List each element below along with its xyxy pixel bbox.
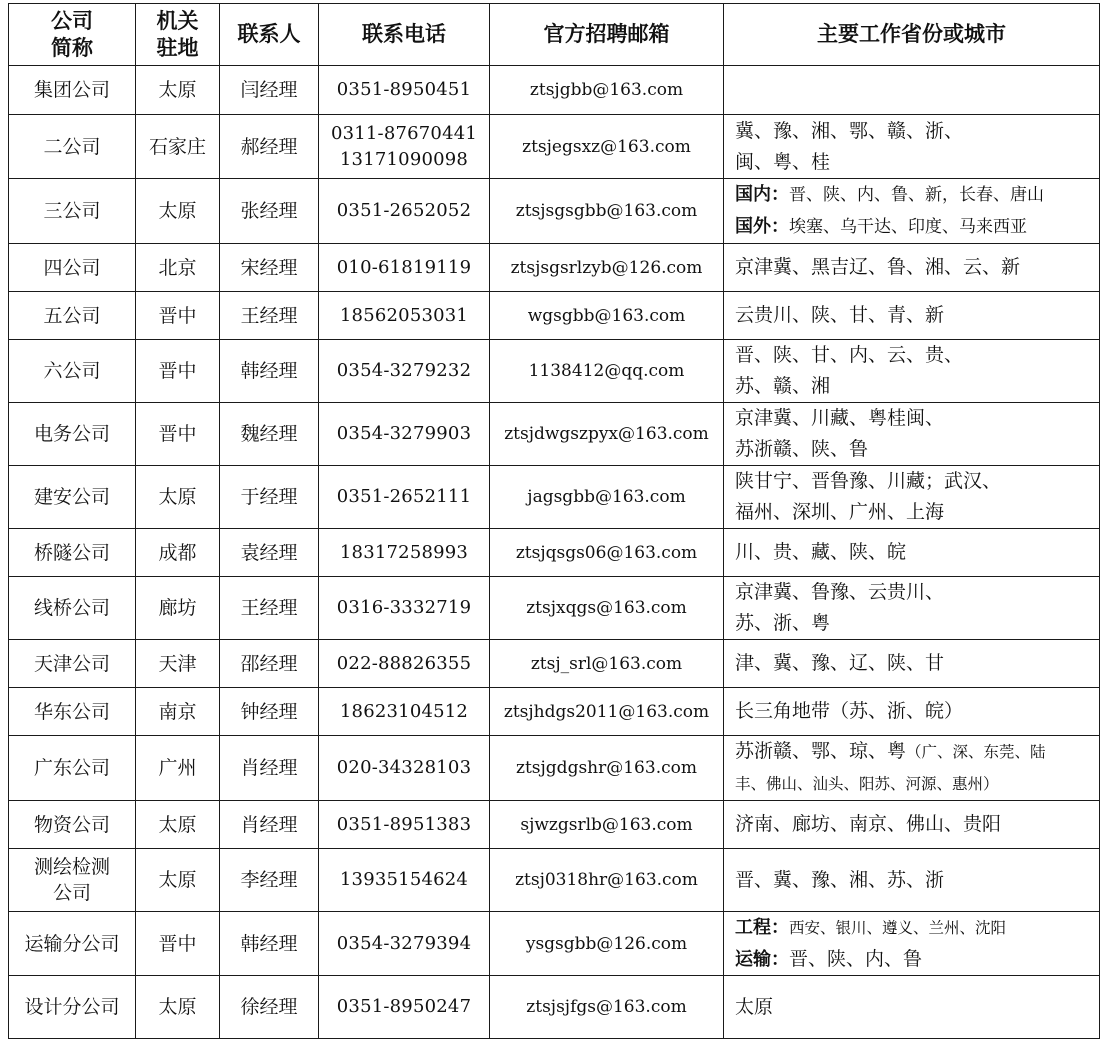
contact-cell: 邵经理 xyxy=(220,640,319,688)
email-cell: ztsjqsgs06@163.com xyxy=(490,529,724,577)
contact-cell: 王经理 xyxy=(220,577,319,640)
regions-line xyxy=(735,371,1099,402)
regions-line xyxy=(735,537,1099,568)
header-company-line2: 简称 xyxy=(51,35,93,60)
phone-cell xyxy=(319,976,490,1039)
phone-cell xyxy=(319,66,490,115)
company-cell xyxy=(9,577,136,640)
company-cell xyxy=(9,403,136,466)
company-name-line: 线桥公司 xyxy=(33,597,110,619)
regions-line xyxy=(735,466,1099,497)
regions-text: 陕甘宁、晋鲁豫、川藏；武汉、 xyxy=(735,470,1002,492)
header-company-line1: 公司 xyxy=(51,8,93,33)
regions-line xyxy=(735,403,1099,434)
phone-number: 0351-2652052 xyxy=(336,200,472,221)
location-cell: 天津 xyxy=(136,640,220,688)
table-row xyxy=(9,244,1100,292)
email-cell: ztsj_srl@163.com xyxy=(490,640,724,688)
phone-cell xyxy=(319,801,490,849)
table-row xyxy=(9,640,1100,688)
location-cell: 太原 xyxy=(136,179,220,244)
regions-cell xyxy=(724,340,1100,403)
company-cell xyxy=(9,340,136,403)
company-name-line: 设计分公司 xyxy=(24,996,120,1018)
table-row xyxy=(9,801,1100,849)
phone-cell xyxy=(319,244,490,292)
regions-label: 国外： xyxy=(735,216,789,237)
phone-cell xyxy=(319,688,490,736)
phone-number: 18562053031 xyxy=(339,304,469,326)
phone-number: 0316-3332719 xyxy=(336,597,472,618)
regions-cell xyxy=(724,912,1100,976)
table-row xyxy=(9,849,1100,912)
phone-cell xyxy=(319,403,490,466)
location-cell: 成都 xyxy=(136,529,220,577)
company-cell xyxy=(9,292,136,340)
phone-number: 13935154624 xyxy=(339,869,469,890)
location-cell: 太原 xyxy=(136,801,220,849)
header-location-line2: 驻地 xyxy=(156,35,199,60)
contact-cell: 张经理 xyxy=(220,179,319,244)
recruitment-contact-table xyxy=(8,3,1100,1039)
company-cell xyxy=(9,912,136,976)
email-cell: ztsjsgsrlzyb@126.com xyxy=(490,244,724,292)
regions-line xyxy=(735,300,1099,331)
table-row xyxy=(9,66,1100,115)
contact-cell: 李经理 xyxy=(220,849,319,912)
company-name-line: 广东公司 xyxy=(33,757,110,779)
regions-text: 苏、赣、湘 xyxy=(735,375,831,397)
regions-text: 济南、廊坊、南京、佛山、贵阳 xyxy=(735,813,1002,835)
phone-cell xyxy=(319,912,490,976)
phone-number: 13171090098 xyxy=(339,148,469,170)
phone-cell xyxy=(319,466,490,529)
location-cell: 广州 xyxy=(136,736,220,801)
regions-line xyxy=(735,912,1099,944)
phone-cell xyxy=(319,340,490,403)
email-cell: ztsjxqgs@163.com xyxy=(490,577,724,640)
email-cell: jagsgbb@163.com xyxy=(490,466,724,529)
regions-cell xyxy=(724,244,1100,292)
company-name-line: 六公司 xyxy=(43,360,101,382)
regions-line xyxy=(735,252,1099,283)
company-name-line: 四公司 xyxy=(43,256,101,279)
contact-cell: 闫经理 xyxy=(220,66,319,115)
regions-cell xyxy=(724,640,1100,688)
regions-note: 丰、佛山、汕头、阳苏、河源、惠州） xyxy=(735,775,999,793)
location-cell: 石家庄 xyxy=(136,115,220,179)
regions-line xyxy=(735,992,1099,1023)
company-name-line: 桥隧公司 xyxy=(33,541,110,564)
regions-text: 京津冀、黑吉辽、鲁、湘、云、新 xyxy=(735,256,1021,278)
email-cell: ztsjdwgszpyx@163.com xyxy=(490,403,724,466)
regions-cell xyxy=(724,801,1100,849)
email-cell: sjwzgsrlb@163.com xyxy=(490,801,724,849)
location-cell: 晋中 xyxy=(136,340,220,403)
table-row xyxy=(9,115,1100,179)
company-cell xyxy=(9,179,136,244)
regions-cell xyxy=(724,976,1100,1039)
table-body xyxy=(9,66,1100,1039)
company-name-line: 建安公司 xyxy=(33,486,110,508)
email-cell: ztsjsgsgbb@163.com xyxy=(490,179,724,244)
email-cell: ztsjsjfgs@163.com xyxy=(490,976,724,1039)
contact-cell: 肖经理 xyxy=(220,801,319,849)
phone-cell xyxy=(319,115,490,179)
regions-text: 京津冀、川藏、粤桂闽、 xyxy=(735,407,945,429)
phone-number: 020-34328103 xyxy=(336,757,472,778)
phone-number: 18317258993 xyxy=(339,541,469,563)
location-cell: 太原 xyxy=(136,849,220,912)
header-row xyxy=(9,4,1100,66)
company-name-line: 天津公司 xyxy=(33,652,110,675)
regions-line xyxy=(735,608,1099,639)
location-cell: 晋中 xyxy=(136,912,220,976)
regions-text: 苏浙赣、鄂、琼、粤 xyxy=(735,740,907,762)
phone-number: 0351-8950247 xyxy=(336,996,472,1017)
header-email: 官方招聘邮箱 xyxy=(490,4,724,66)
company-name-line: 电务公司 xyxy=(33,423,110,445)
phone-number: 0351-2652111 xyxy=(336,486,472,507)
table-row xyxy=(9,736,1100,801)
phone-cell xyxy=(319,849,490,912)
table-row xyxy=(9,466,1100,529)
header-location-line1: 机关 xyxy=(156,8,199,33)
contact-cell: 韩经理 xyxy=(220,340,319,403)
regions-text: 埃塞、乌干达、印度、马来西亚 xyxy=(789,217,1027,237)
regions-line xyxy=(735,147,1099,178)
phone-number: 0351-8951383 xyxy=(336,813,472,835)
company-cell xyxy=(9,529,136,577)
header-location xyxy=(136,4,220,66)
regions-text: 川、贵、藏、陕、皖 xyxy=(735,541,907,563)
phone-number: 0354-3279394 xyxy=(336,932,472,954)
regions-text: 苏浙赣、陕、鲁 xyxy=(735,438,869,460)
company-name-line: 二公司 xyxy=(43,135,101,158)
company-cell xyxy=(9,244,136,292)
regions-text: 晋、冀、豫、湘、苏、浙 xyxy=(735,868,945,891)
regions-text: 晋、陕、甘、内、云、贵、 xyxy=(735,344,964,366)
location-cell: 南京 xyxy=(136,688,220,736)
location-cell: 北京 xyxy=(136,244,220,292)
contact-cell: 于经理 xyxy=(220,466,319,529)
regions-cell xyxy=(724,688,1100,736)
company-name-line: 运输分公司 xyxy=(24,932,120,955)
table-row xyxy=(9,577,1100,640)
regions-line xyxy=(735,944,1099,975)
company-cell xyxy=(9,736,136,801)
phone-cell xyxy=(319,577,490,640)
regions-line xyxy=(735,577,1099,608)
company-cell xyxy=(9,466,136,529)
phone-cell xyxy=(319,529,490,577)
regions-cell xyxy=(724,849,1100,912)
company-cell xyxy=(9,688,136,736)
location-cell: 晋中 xyxy=(136,403,220,466)
company-cell xyxy=(9,66,136,115)
regions-line xyxy=(735,768,1099,800)
regions-cell xyxy=(724,179,1100,244)
email-cell: ztsj0318hr@163.com xyxy=(490,849,724,912)
regions-text: 京津冀、鲁豫、云贵川、 xyxy=(735,581,945,603)
email-cell: ztsjgbb@163.com xyxy=(490,66,724,115)
regions-text: 太原 xyxy=(735,995,774,1018)
regions-line xyxy=(735,211,1099,243)
regions-cell xyxy=(724,403,1100,466)
phone-number: 0311-87670441 xyxy=(330,122,478,144)
company-name-line: 公司 xyxy=(52,882,91,904)
email-cell: ztsjegsxz@163.com xyxy=(490,115,724,179)
regions-text: 津、冀、豫、辽、陕、甘 xyxy=(735,652,945,674)
header-phone: 联系电话 xyxy=(319,4,490,66)
regions-text: 云贵川、陕、甘、青、新 xyxy=(735,304,945,326)
regions-label: 国内： xyxy=(735,184,789,205)
regions-label: 运输： xyxy=(735,949,789,970)
regions-line xyxy=(735,179,1099,211)
regions-text: 闽、粤、桂 xyxy=(735,150,831,173)
company-cell xyxy=(9,640,136,688)
location-cell: 太原 xyxy=(136,976,220,1039)
contact-cell: 肖经理 xyxy=(220,736,319,801)
regions-text: 苏、浙、粤 xyxy=(735,612,831,634)
regions-line xyxy=(735,648,1099,679)
contact-cell: 韩经理 xyxy=(220,912,319,976)
table-row xyxy=(9,529,1100,577)
phone-number: 0351-8950451 xyxy=(336,79,472,100)
company-name-line: 三公司 xyxy=(43,200,101,222)
company-cell xyxy=(9,849,136,912)
phone-cell xyxy=(319,736,490,801)
regions-cell xyxy=(724,66,1100,115)
table-row xyxy=(9,292,1100,340)
header-regions: 主要工作省份或城市 xyxy=(724,4,1100,66)
phone-number: 022-88826355 xyxy=(336,652,472,674)
header-company xyxy=(9,4,136,66)
contact-cell: 徐经理 xyxy=(220,976,319,1039)
email-cell: 1138412@qq.com xyxy=(490,340,724,403)
regions-cell xyxy=(724,577,1100,640)
regions-text: 福州、深圳、广州、上海 xyxy=(735,501,945,523)
location-cell: 太原 xyxy=(136,466,220,529)
regions-note: （广、深、东莞、陆 xyxy=(906,743,1046,761)
company-cell xyxy=(9,115,136,179)
regions-line xyxy=(735,696,1099,727)
location-cell: 晋中 xyxy=(136,292,220,340)
regions-note: 西安、银川、遵义、兰州、沈阳 xyxy=(789,919,1007,937)
email-cell: wgsgbb@163.com xyxy=(490,292,724,340)
regions-line xyxy=(735,434,1099,465)
contact-cell: 宋经理 xyxy=(220,244,319,292)
email-cell: ztsjhdgs2011@163.com xyxy=(490,688,724,736)
regions-line xyxy=(735,116,1099,147)
regions-label: 工程： xyxy=(735,917,789,938)
regions-line xyxy=(735,809,1099,840)
company-cell xyxy=(9,801,136,849)
location-cell: 太原 xyxy=(136,66,220,115)
phone-number: 0354-3279903 xyxy=(336,423,472,444)
contact-cell: 郝经理 xyxy=(220,115,319,179)
table-row xyxy=(9,912,1100,976)
company-name-line: 物资公司 xyxy=(33,813,110,836)
contact-cell: 魏经理 xyxy=(220,403,319,466)
company-cell xyxy=(9,976,136,1039)
company-name-line: 集团公司 xyxy=(33,79,110,101)
regions-text: 晋、陕、内、鲁 xyxy=(789,948,923,970)
phone-cell xyxy=(319,179,490,244)
regions-line xyxy=(735,736,1099,768)
regions-cell xyxy=(724,115,1100,179)
company-name-line: 五公司 xyxy=(43,304,101,327)
regions-line xyxy=(735,340,1099,371)
email-cell: ztsjgdgshr@163.com xyxy=(490,736,724,801)
regions-text: 长三角地带（苏、浙、皖） xyxy=(735,700,964,722)
company-name-line: 测绘检测 xyxy=(33,856,110,878)
contact-cell: 袁经理 xyxy=(220,529,319,577)
regions-text: 冀、豫、湘、鄂、赣、浙、 xyxy=(735,119,964,142)
regions-cell xyxy=(724,529,1100,577)
location-cell: 廊坊 xyxy=(136,577,220,640)
table-row xyxy=(9,688,1100,736)
table-row xyxy=(9,976,1100,1039)
regions-text: 晋、陕、内、鲁、新，长春、唐山 xyxy=(789,185,1044,205)
header-contact: 联系人 xyxy=(220,4,319,66)
table-row xyxy=(9,340,1100,403)
contact-cell: 王经理 xyxy=(220,292,319,340)
phone-number: 010-61819119 xyxy=(336,256,472,278)
phone-number: 0354-3279232 xyxy=(336,360,472,381)
table-row xyxy=(9,179,1100,244)
regions-cell xyxy=(724,292,1100,340)
regions-cell xyxy=(724,736,1100,801)
regions-line xyxy=(735,865,1099,896)
email-cell: ysgsgbb@126.com xyxy=(490,912,724,976)
regions-cell xyxy=(724,466,1100,529)
company-name-line: 华东公司 xyxy=(33,700,110,723)
table-row xyxy=(9,403,1100,466)
phone-number: 18623104512 xyxy=(339,700,469,722)
regions-line xyxy=(735,497,1099,528)
phone-cell xyxy=(319,640,490,688)
phone-cell xyxy=(319,292,490,340)
contact-cell: 钟经理 xyxy=(220,688,319,736)
